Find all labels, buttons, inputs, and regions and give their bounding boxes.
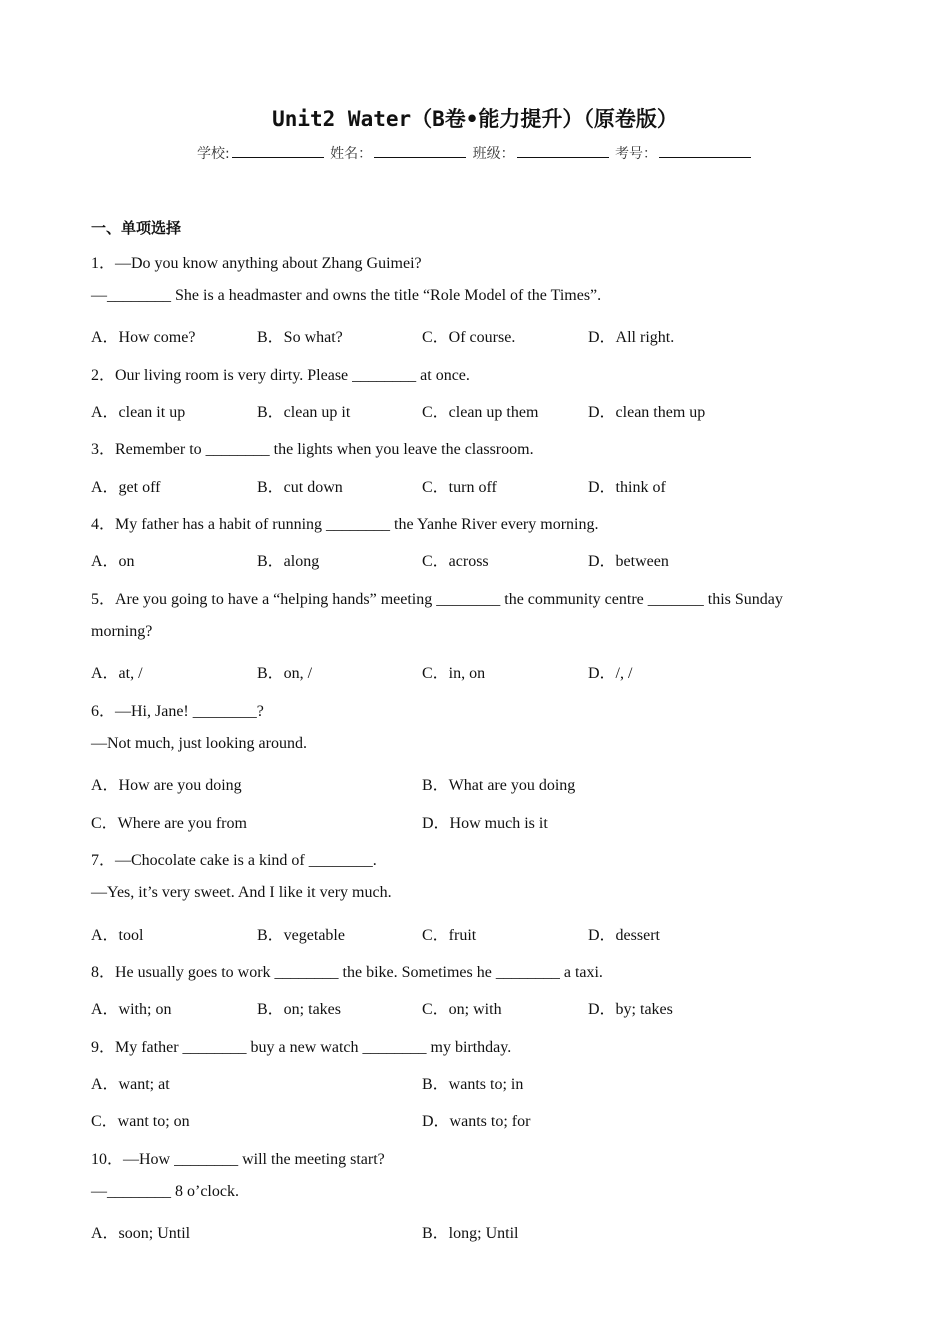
option-d: D．dessert bbox=[588, 927, 660, 944]
option-c: C．want to; on bbox=[91, 1113, 190, 1130]
option-a: A．How are you doing bbox=[91, 777, 242, 794]
option-d: D．All right. bbox=[588, 329, 675, 346]
option-b: B．wants to; in bbox=[422, 1076, 524, 1093]
school-blank[interactable] bbox=[232, 143, 324, 158]
option-c: C．across bbox=[422, 553, 489, 570]
option-a: A．How come? bbox=[91, 329, 196, 346]
question-line: —________ 8 o’clock. bbox=[91, 1183, 239, 1200]
class-blank[interactable] bbox=[517, 143, 609, 158]
student-info-row bbox=[0, 143, 950, 163]
question-line: —Yes, it’s very sweet. And I like it very much. bbox=[91, 884, 392, 901]
class-label: 班级： bbox=[472, 146, 515, 162]
option-c: C．in, on bbox=[422, 665, 486, 682]
option-b: B．long; Until bbox=[422, 1225, 519, 1242]
option-d: D．think of bbox=[588, 479, 666, 496]
option-c: C．on; with bbox=[422, 1001, 502, 1018]
name-label: 姓名： bbox=[330, 146, 373, 162]
option-d: D．wants to; for bbox=[422, 1113, 531, 1130]
school-label: 学校: bbox=[196, 146, 230, 162]
option-a: A．get off bbox=[91, 479, 161, 496]
option-a: A．with; on bbox=[91, 1001, 172, 1018]
option-c: C．Of course. bbox=[422, 329, 516, 346]
question-line: 1．—Do you know anything about Zhang Guimei? bbox=[91, 255, 422, 272]
option-d: D．/, / bbox=[588, 665, 633, 682]
question-line: 8．He usually goes to work ________ the bike. Sometimes he ________ a taxi. bbox=[91, 964, 603, 981]
option-c: C．turn off bbox=[422, 479, 497, 496]
question-line: 2．Our living room is very dirty. Please ________ at once. bbox=[91, 367, 470, 384]
option-b: B．on; takes bbox=[257, 1001, 341, 1018]
question-line: 5．Are you going to have a “helping hands” meeting ________ the community centre _______ this Sunday bbox=[91, 591, 783, 608]
option-d: D．How much is it bbox=[422, 815, 548, 832]
option-b: B．So what? bbox=[257, 329, 343, 346]
option-b: B．cut down bbox=[257, 479, 343, 496]
option-a: A．clean it up bbox=[91, 404, 186, 421]
option-c: C．fruit bbox=[422, 927, 477, 944]
option-a: A．soon; Until bbox=[91, 1225, 191, 1242]
option-b: B．clean up it bbox=[257, 404, 351, 421]
number-blank[interactable] bbox=[659, 143, 751, 158]
option-a: A．want; at bbox=[91, 1076, 170, 1093]
option-b: B．What are you doing bbox=[422, 777, 576, 794]
section-heading: 一、单项选择 bbox=[91, 219, 182, 237]
option-d: D．clean them up bbox=[588, 404, 706, 421]
option-a: A．at, / bbox=[91, 665, 143, 682]
option-d: D．between bbox=[588, 553, 669, 570]
number-label: 考号： bbox=[615, 146, 658, 162]
question-line: —Not much, just looking around. bbox=[91, 735, 307, 752]
option-a: A．tool bbox=[91, 927, 144, 944]
option-b: B．on, / bbox=[257, 665, 313, 682]
question-line: 9．My father ________ buy a new watch ________ my birthday. bbox=[91, 1039, 512, 1056]
name-blank[interactable] bbox=[374, 143, 466, 158]
option-b: B．vegetable bbox=[257, 927, 345, 944]
question-line: 7．—Chocolate cake is a kind of ________. bbox=[91, 852, 377, 869]
document-title: Unit2 Water（B卷•能力提升）（原卷版） bbox=[272, 107, 678, 131]
question-line: 10．—How ________ will the meeting start? bbox=[91, 1151, 385, 1168]
option-c: C．clean up them bbox=[422, 404, 539, 421]
question-line: 3．Remember to ________ the lights when you leave the classroom. bbox=[91, 441, 534, 458]
question-line: 4．My father has a habit of running ________ the Yanhe River every morning. bbox=[91, 516, 599, 533]
question-line: 6．—Hi, Jane! ________? bbox=[91, 703, 264, 720]
option-b: B．along bbox=[257, 553, 320, 570]
option-c: C．Where are you from bbox=[91, 815, 247, 832]
option-a: A．on bbox=[91, 553, 135, 570]
question-line: —________ She is a headmaster and owns the title “Role Model of the Times”. bbox=[91, 287, 602, 304]
question-line: morning? bbox=[91, 623, 153, 640]
option-d: D．by; takes bbox=[588, 1001, 673, 1018]
